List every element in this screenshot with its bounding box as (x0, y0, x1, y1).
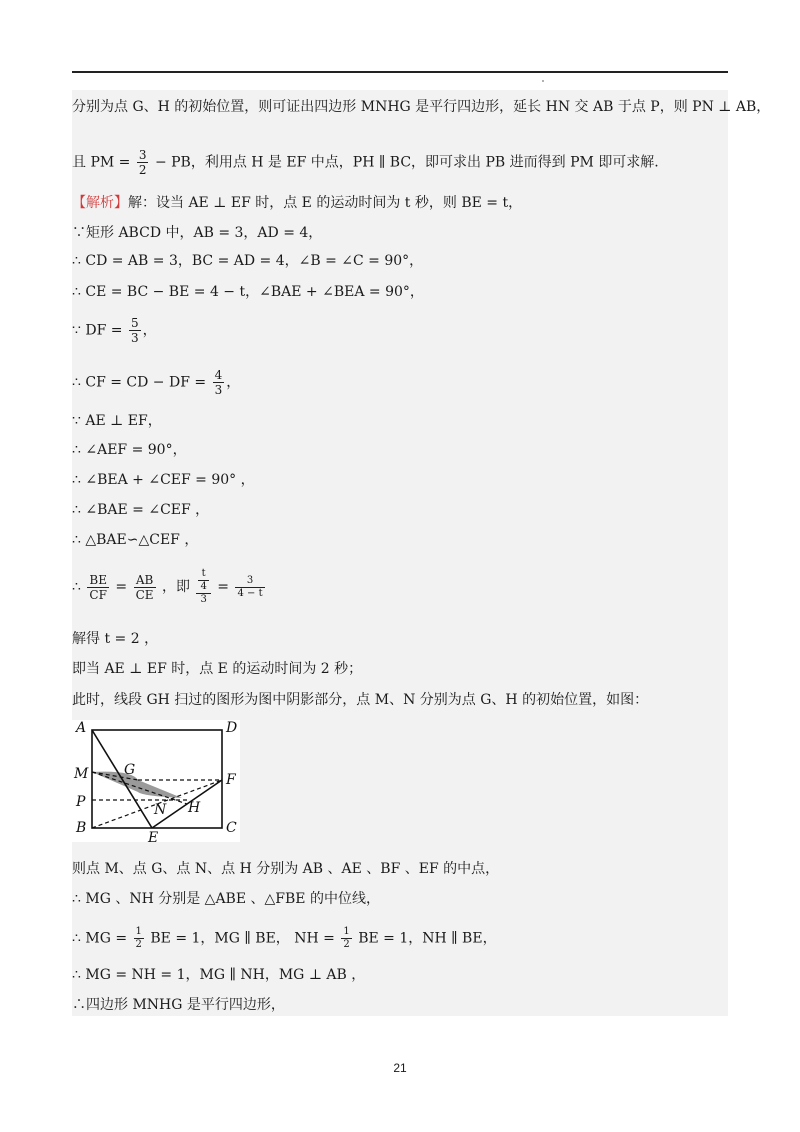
text-line: ∵ DF = $\frac{5}{3}$ ， (72, 316, 157, 345)
fraction: $\frac{3}{2}$ (138, 148, 147, 177)
text-segment: PM (570, 154, 594, 171)
text-line: ∴ MG 、NH 分别是 △ABE 、△FBE 的中位线， (72, 891, 380, 907)
text-segment: 解：设当 AE ⊥ EF 时，点 E 的运动时间为 t 秒，则 BE = t， (128, 195, 523, 211)
header-rule (72, 71, 728, 73)
label-E: E (148, 830, 159, 842)
text-segment: MG = (85, 930, 128, 947)
fraction: $\frac{1}{2}$ (135, 926, 142, 950)
text-line: ∴ CD = AB = 3，BC = AD = 4，∠B = ∠C = 90°， (72, 253, 424, 269)
text-line: 此时，线段 GH 扫过的图形为图中阴影部分，点 M、N 分别为点 G、H 的初始位置，如图： (72, 692, 649, 708)
text-line: 则点 M、点 G、点 N、点 H 分别为 AB 、AE 、BF 、EF 的中点， (72, 861, 500, 877)
fraction: $\frac{3}{4 - t}$ (237, 574, 263, 599)
label-C: C (226, 820, 237, 836)
text-line: ∴ MG = NH = 1，MG ∥ NH，MG ⊥ AB ， (72, 967, 366, 983)
text-line (72, 148, 728, 177)
text-segment: BE = 1 (358, 930, 409, 947)
label-D: D (226, 720, 238, 736)
compound-fraction: $\frac{\frac{t}{4}}{3}$ (196, 568, 210, 606)
fraction: $\frac{1}{2}$ (343, 926, 350, 950)
text-line: ∵矩形 ABCD 中，AB = 3，AD = 4， (72, 225, 323, 241)
solution-content (72, 90, 771, 1016)
label-A: A (76, 720, 87, 736)
label-G: G (124, 762, 136, 778)
text-line: ∴ ∠AEF = 90°， (72, 442, 187, 458)
fraction: $\frac{BE}{CF}$ (89, 572, 107, 602)
text-line: ∴四边形 MNHG 是平行四边形， (72, 997, 285, 1013)
text-segment: ，即 (162, 579, 190, 595)
geometry-figure (72, 720, 240, 842)
text-segment: ∵ DF = (72, 322, 123, 339)
analysis-tag: 【解析】 (72, 195, 128, 211)
text-line (72, 194, 728, 212)
text-segment: BE = 1 (150, 930, 201, 947)
fraction: $\frac{AB}{CE}$ (135, 572, 154, 602)
fraction: $\frac{5}{3}$ (130, 316, 139, 345)
geometry-diagram (72, 720, 240, 842)
text-segment: NH = (294, 930, 335, 947)
label-F: F (226, 772, 236, 788)
text-segment: ，MG ∥ BE， (200, 930, 290, 947)
text-line: ∴ △BAE∽△CEF ， (72, 532, 199, 548)
label-P: P (76, 794, 86, 810)
label-H: H (188, 800, 201, 816)
text-segment: ∴ (72, 579, 81, 595)
text-segment: − PB，利用点 H 是 EF 中点，PH ∥ BC，即可求出 PB (154, 154, 506, 171)
text-line: ∵ AE ⊥ EF， (72, 413, 162, 429)
text-line: ∴ CF = CD − DF = $\frac{4}{3}$ ， (72, 368, 241, 397)
text-segment: 进而得到 (509, 154, 566, 171)
label-N: N (154, 802, 167, 818)
fraction: $\frac{4}{3}$ (214, 368, 223, 397)
text-line: 解得 t = 2 ， (72, 631, 159, 647)
text-line: ∴ $\frac{BE}{CF}$ = $\frac{AB}{CE}$ ，即 $\frac{\frac{t}{4}}{3}$ = $\frac{3}{4 - t}$ (72, 568, 263, 605)
text-segment: ∴ (72, 930, 81, 947)
text-line: 即当 AE ⊥ EF 时，点 E 的运动时间为 2 秒； (72, 661, 363, 677)
label-B: B (76, 820, 87, 836)
text-segment: ∴ CF = CD − DF = (72, 374, 207, 391)
page-number: 21 (393, 1061, 407, 1075)
text-line: 分别为点 G、H 的初始位置，则可证出四边形 MNHG 是平行四边形，延长 HN 交 AB 于点 P，则 PN ⊥ AB， (72, 99, 771, 115)
text-segment: 且 PM = (72, 154, 131, 171)
text-segment: ，NH ∥ BE， (408, 930, 497, 947)
text-line: ∴ ∠BEA + ∠CEF = 90° ， (72, 472, 255, 488)
stray-dot (542, 80, 544, 82)
text-segment: 即可求解. (598, 154, 659, 171)
text-line (72, 926, 728, 951)
shaded-region (92, 772, 182, 798)
text-line: ∴ ∠BAE = ∠CEF ， (72, 502, 210, 518)
label-M: M (74, 766, 89, 782)
text-line: ∴ CE = BC − BE = 4 − t，∠BAE + ∠BEA = 90°， (72, 284, 424, 300)
